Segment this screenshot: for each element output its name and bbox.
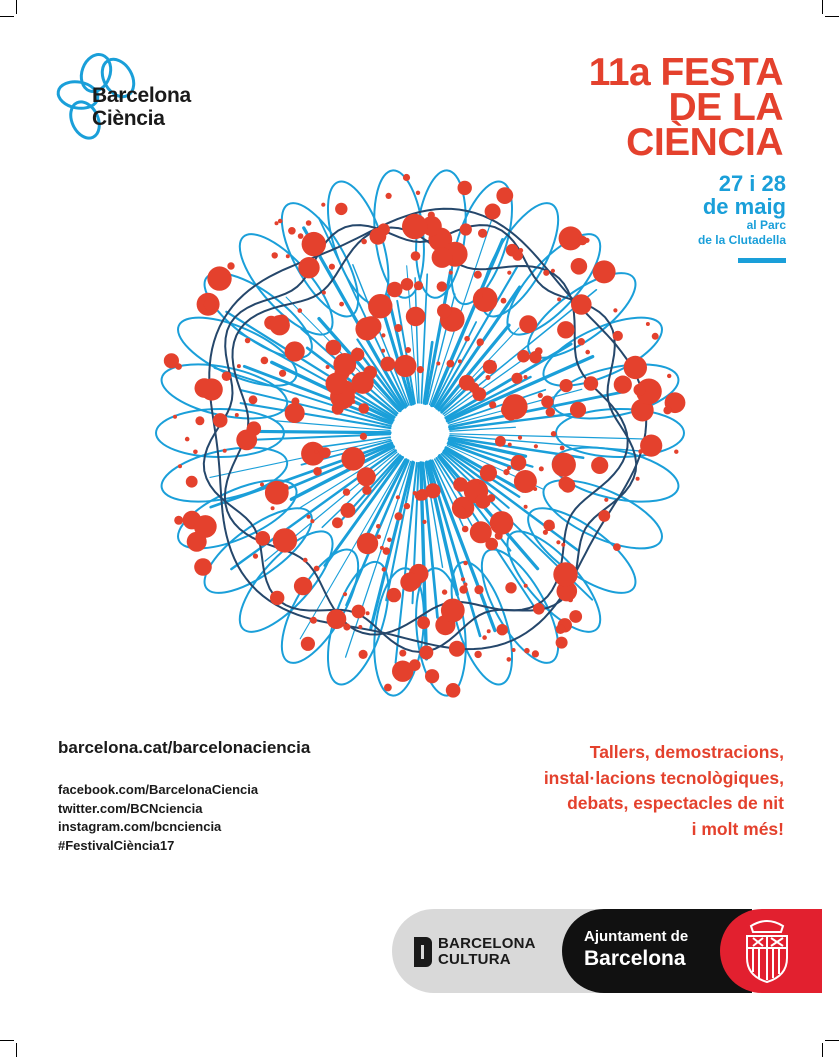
spoke	[248, 434, 390, 440]
red-dot	[366, 611, 370, 615]
red-dot	[368, 294, 392, 318]
red-dot	[298, 308, 303, 313]
brand-line-2: Ciència	[92, 107, 165, 130]
red-dot	[326, 365, 330, 369]
red-dot	[361, 239, 367, 245]
red-dot	[376, 524, 381, 529]
red-dot	[486, 375, 491, 380]
red-dot	[449, 641, 465, 657]
red-dot	[624, 356, 647, 379]
red-dot	[543, 270, 549, 276]
red-dot	[614, 376, 632, 394]
red-dot	[186, 476, 198, 488]
red-dot	[652, 333, 659, 340]
red-dot	[178, 464, 182, 468]
barcelona-cultura-logo-icon	[414, 937, 432, 967]
red-dot	[303, 558, 308, 563]
red-dot	[585, 350, 590, 355]
red-dot	[335, 203, 347, 215]
red-dot	[352, 372, 374, 394]
red-dot	[453, 477, 468, 492]
red-dot	[461, 577, 465, 581]
red-dot	[464, 583, 468, 587]
red-dot	[372, 474, 376, 478]
red-dot	[560, 379, 573, 392]
red-dot	[193, 450, 198, 455]
red-dot	[419, 646, 433, 660]
red-dot	[463, 561, 468, 566]
red-dot	[343, 592, 347, 596]
red-dot	[556, 540, 560, 544]
red-dot	[286, 254, 290, 258]
red-dot	[477, 293, 483, 299]
city-crest-icon	[737, 918, 797, 984]
red-dot	[524, 505, 528, 509]
red-dot	[392, 661, 413, 682]
red-dot	[352, 605, 366, 619]
red-dot	[507, 466, 511, 470]
red-dot	[355, 317, 378, 340]
red-dot	[275, 221, 279, 225]
red-dot	[270, 591, 284, 605]
crop-mark	[825, 16, 839, 17]
red-dot	[458, 359, 462, 363]
red-dot	[213, 413, 228, 428]
red-dot	[273, 528, 297, 552]
red-dot	[341, 447, 365, 471]
red-dot	[359, 403, 370, 414]
crop-mark	[0, 1040, 14, 1041]
red-dot	[437, 281, 447, 291]
red-dot	[235, 413, 239, 417]
red-dot	[394, 324, 402, 332]
social-hashtag: #FestivalCiència17	[58, 837, 175, 853]
red-dot	[667, 374, 671, 378]
title-line-1: 11a FESTA	[588, 51, 783, 94]
red-dot	[446, 683, 461, 698]
red-dot	[533, 603, 545, 615]
brand-name	[92, 84, 191, 130]
red-dot	[272, 252, 278, 258]
red-dot	[553, 562, 577, 586]
red-dot	[425, 669, 439, 683]
red-dot	[561, 543, 565, 547]
red-dot	[416, 191, 420, 195]
red-dot	[227, 262, 234, 269]
red-dot	[571, 258, 588, 275]
activities-line-3: debats, espectacles de nit	[567, 793, 784, 813]
red-dot	[301, 637, 315, 651]
red-dot	[507, 657, 512, 662]
red-dot	[422, 520, 426, 524]
ajuntament-line-2: Barcelona	[584, 947, 686, 970]
red-dot	[479, 481, 483, 485]
red-dot	[561, 478, 576, 493]
red-dot	[538, 393, 543, 398]
crop-mark	[825, 1040, 839, 1041]
red-dot	[502, 394, 527, 419]
red-dot	[339, 302, 344, 307]
title-line-2: DE LA	[668, 86, 783, 129]
red-dot	[406, 307, 426, 327]
red-dot	[477, 338, 484, 345]
red-dot	[529, 351, 541, 363]
red-dot	[298, 233, 304, 239]
barcelona-cultura-text	[438, 936, 536, 968]
red-dot	[613, 543, 621, 551]
red-dot	[560, 446, 565, 451]
red-dot	[557, 321, 574, 338]
red-dot	[442, 589, 447, 594]
red-dot	[663, 406, 671, 414]
red-dot	[285, 341, 305, 361]
website-url[interactable]: barcelona.cat/barcelonaciencia	[58, 738, 311, 757]
red-dot	[400, 573, 419, 592]
red-dot	[414, 281, 423, 290]
social-links	[58, 781, 258, 855]
red-dot	[593, 260, 616, 283]
red-dot	[332, 517, 343, 528]
red-dot	[474, 271, 482, 279]
red-dot	[571, 294, 592, 315]
red-dot	[598, 510, 610, 522]
crop-mark	[822, 1043, 823, 1057]
red-dot	[404, 503, 410, 509]
red-dot	[326, 373, 348, 395]
event-title	[588, 51, 783, 164]
red-dot	[634, 384, 646, 396]
crop-mark	[822, 0, 823, 14]
red-dot	[458, 507, 466, 515]
red-dot	[357, 533, 378, 554]
red-dot	[485, 204, 501, 220]
activities-line-4: i molt més!	[691, 818, 784, 839]
red-dot	[570, 402, 586, 418]
red-dot	[340, 503, 355, 518]
red-dot	[483, 360, 497, 374]
red-dot	[489, 401, 496, 408]
red-dot	[517, 350, 530, 363]
red-dot	[472, 387, 486, 401]
red-dot	[458, 181, 472, 195]
red-dot	[436, 362, 440, 366]
red-dot	[288, 227, 296, 235]
red-dot	[508, 443, 512, 447]
red-dot	[337, 408, 342, 413]
red-dot	[534, 444, 538, 448]
red-dot	[313, 467, 322, 476]
red-dot	[459, 375, 475, 391]
red-dot	[395, 512, 403, 520]
red-dot	[175, 363, 182, 370]
red-dot	[306, 442, 313, 449]
red-dot	[490, 511, 514, 535]
red-dot	[460, 223, 472, 235]
red-dot	[382, 567, 387, 572]
social-instagram-link[interactable]: instagram.com/bcnciencia	[58, 819, 222, 834]
red-dot	[194, 558, 212, 576]
red-dot	[245, 338, 251, 344]
red-dot	[329, 264, 335, 270]
red-dot	[441, 599, 465, 623]
red-dot	[326, 340, 342, 356]
red-dot	[381, 349, 385, 353]
red-dot	[464, 336, 470, 342]
social-twitter-link[interactable]: twitter.com/BCNciencia	[58, 800, 203, 816]
dates-line-1: 27 i 28	[718, 171, 786, 196]
red-dot	[459, 585, 467, 593]
red-dot	[524, 648, 530, 654]
red-dot	[495, 532, 503, 540]
activities-line-2: instal·lacions tecnològiques,	[543, 767, 784, 788]
brand-line-1: Barcelona	[92, 84, 191, 107]
red-dot	[551, 431, 557, 437]
red-dot	[173, 415, 177, 419]
red-dot	[476, 586, 481, 591]
activities-text	[544, 740, 784, 842]
red-dot	[640, 435, 662, 457]
red-dot	[507, 271, 511, 275]
activities-line-1: Tallers, demostracions,	[589, 742, 784, 762]
red-dot	[255, 531, 270, 546]
red-dot	[195, 416, 204, 425]
red-dot	[370, 228, 387, 245]
red-dot	[282, 484, 289, 491]
red-dot	[194, 515, 217, 538]
red-dot	[358, 625, 362, 629]
red-dot	[552, 453, 576, 477]
red-dot	[497, 624, 508, 635]
red-dot	[236, 430, 257, 451]
red-dot	[327, 609, 347, 629]
red-dot	[556, 624, 566, 634]
red-dot	[270, 315, 290, 335]
red-dot	[474, 651, 481, 658]
red-dot	[321, 203, 325, 207]
red-dot	[511, 373, 522, 384]
red-dot	[524, 584, 528, 588]
red-dot	[310, 519, 314, 523]
social-facebook-link[interactable]: facebook.com/BarcelonaCiencia	[58, 782, 259, 797]
red-dot	[473, 287, 498, 312]
red-dot	[302, 232, 326, 256]
red-dot	[636, 477, 640, 481]
red-dot	[362, 486, 371, 495]
red-dot	[386, 193, 392, 199]
sponsor-bar	[392, 909, 822, 993]
red-dot	[432, 247, 453, 268]
red-dot	[496, 187, 513, 204]
red-dot	[174, 516, 183, 525]
red-dot	[402, 214, 427, 239]
red-dot	[207, 266, 231, 290]
center-hole	[394, 407, 446, 459]
red-dot	[261, 357, 269, 365]
red-dot	[399, 650, 406, 657]
red-dot	[387, 282, 403, 298]
red-dot	[613, 331, 623, 341]
red-dot	[478, 229, 487, 238]
venue-line-1: al Parc	[746, 218, 786, 232]
red-dot	[470, 521, 492, 543]
red-dot	[339, 400, 344, 405]
red-dot	[387, 538, 392, 543]
red-dot	[511, 455, 527, 471]
ajuntament-text	[584, 928, 688, 972]
red-dot	[314, 450, 318, 454]
red-dot	[613, 308, 617, 312]
red-dot	[204, 299, 216, 311]
red-dot	[519, 315, 537, 333]
red-dot	[512, 648, 516, 652]
red-dot	[557, 297, 561, 301]
red-dot	[449, 271, 453, 275]
red-dot	[307, 515, 311, 519]
event-venue	[698, 218, 786, 248]
red-dot	[405, 347, 411, 353]
red-dot	[381, 333, 385, 337]
red-dot	[556, 637, 568, 649]
red-dot	[518, 436, 522, 440]
dates-line-2: de maig	[702, 194, 786, 219]
red-dot	[298, 257, 319, 278]
red-dot	[253, 554, 258, 559]
red-dot	[514, 470, 537, 493]
red-dot	[674, 450, 678, 454]
red-dot	[551, 269, 555, 273]
red-dot	[396, 495, 400, 499]
red-dot	[475, 494, 490, 509]
red-dot	[322, 291, 326, 295]
crop-mark	[16, 0, 17, 14]
atom-flower-illustration	[150, 165, 690, 705]
red-dot	[380, 357, 395, 372]
red-dot	[491, 524, 495, 528]
red-dot	[376, 535, 381, 540]
red-dot	[387, 588, 401, 602]
cultura-line-1: BARCELONA	[438, 935, 536, 952]
red-dot	[237, 364, 241, 368]
red-dot	[278, 219, 283, 224]
red-dot	[285, 403, 305, 423]
red-dot	[260, 483, 264, 487]
title-line-3: CIÈNCIA	[626, 121, 783, 164]
spoke	[257, 431, 390, 432]
red-dot	[480, 464, 497, 481]
red-dot	[343, 488, 350, 495]
red-dot	[539, 466, 544, 471]
red-dot	[462, 526, 469, 533]
red-dot	[333, 353, 356, 376]
red-dot	[417, 489, 429, 501]
accent-rule	[738, 258, 786, 263]
red-dot	[185, 437, 190, 442]
red-dot	[394, 355, 416, 377]
red-dot	[569, 610, 582, 623]
red-dot	[604, 498, 608, 502]
red-dot	[271, 506, 275, 510]
red-dot	[495, 436, 506, 447]
red-dot	[279, 370, 286, 377]
red-dot	[417, 366, 424, 373]
crop-mark	[16, 1043, 17, 1057]
red-dot	[584, 376, 599, 391]
red-dot	[314, 566, 320, 572]
red-dot	[512, 250, 523, 261]
red-dot	[417, 616, 430, 629]
red-dot	[320, 447, 331, 458]
red-dot	[591, 457, 608, 474]
red-dot	[501, 298, 507, 304]
red-dot	[403, 174, 410, 181]
ajuntament-line-1: Ajuntament de	[584, 928, 689, 945]
red-dot	[222, 371, 232, 381]
red-dot	[487, 629, 491, 633]
red-dot	[223, 449, 227, 453]
red-dot	[447, 360, 455, 368]
red-dot	[550, 525, 555, 530]
cultura-line-2: CULTURA	[438, 951, 511, 968]
red-dot	[437, 304, 452, 319]
crop-mark	[0, 16, 14, 17]
red-dot	[578, 338, 585, 345]
red-dot	[195, 378, 215, 398]
red-dot	[401, 278, 414, 291]
red-dot	[310, 617, 317, 624]
red-dot	[384, 684, 392, 692]
event-dates	[703, 172, 786, 218]
red-dot	[505, 582, 516, 593]
red-dot	[482, 635, 487, 640]
red-dot	[411, 251, 421, 261]
red-dot	[646, 322, 650, 326]
venue-line-2: de la Clutadella	[697, 233, 786, 247]
red-dot	[383, 547, 391, 555]
red-dot	[294, 577, 312, 595]
red-dot	[578, 236, 587, 245]
red-dot	[524, 375, 528, 379]
red-dot	[306, 220, 312, 226]
red-dot	[541, 396, 553, 408]
red-dot	[532, 650, 539, 657]
red-dot	[359, 650, 368, 659]
red-dot	[249, 395, 258, 404]
red-dot	[546, 407, 555, 416]
red-dot	[360, 433, 367, 440]
